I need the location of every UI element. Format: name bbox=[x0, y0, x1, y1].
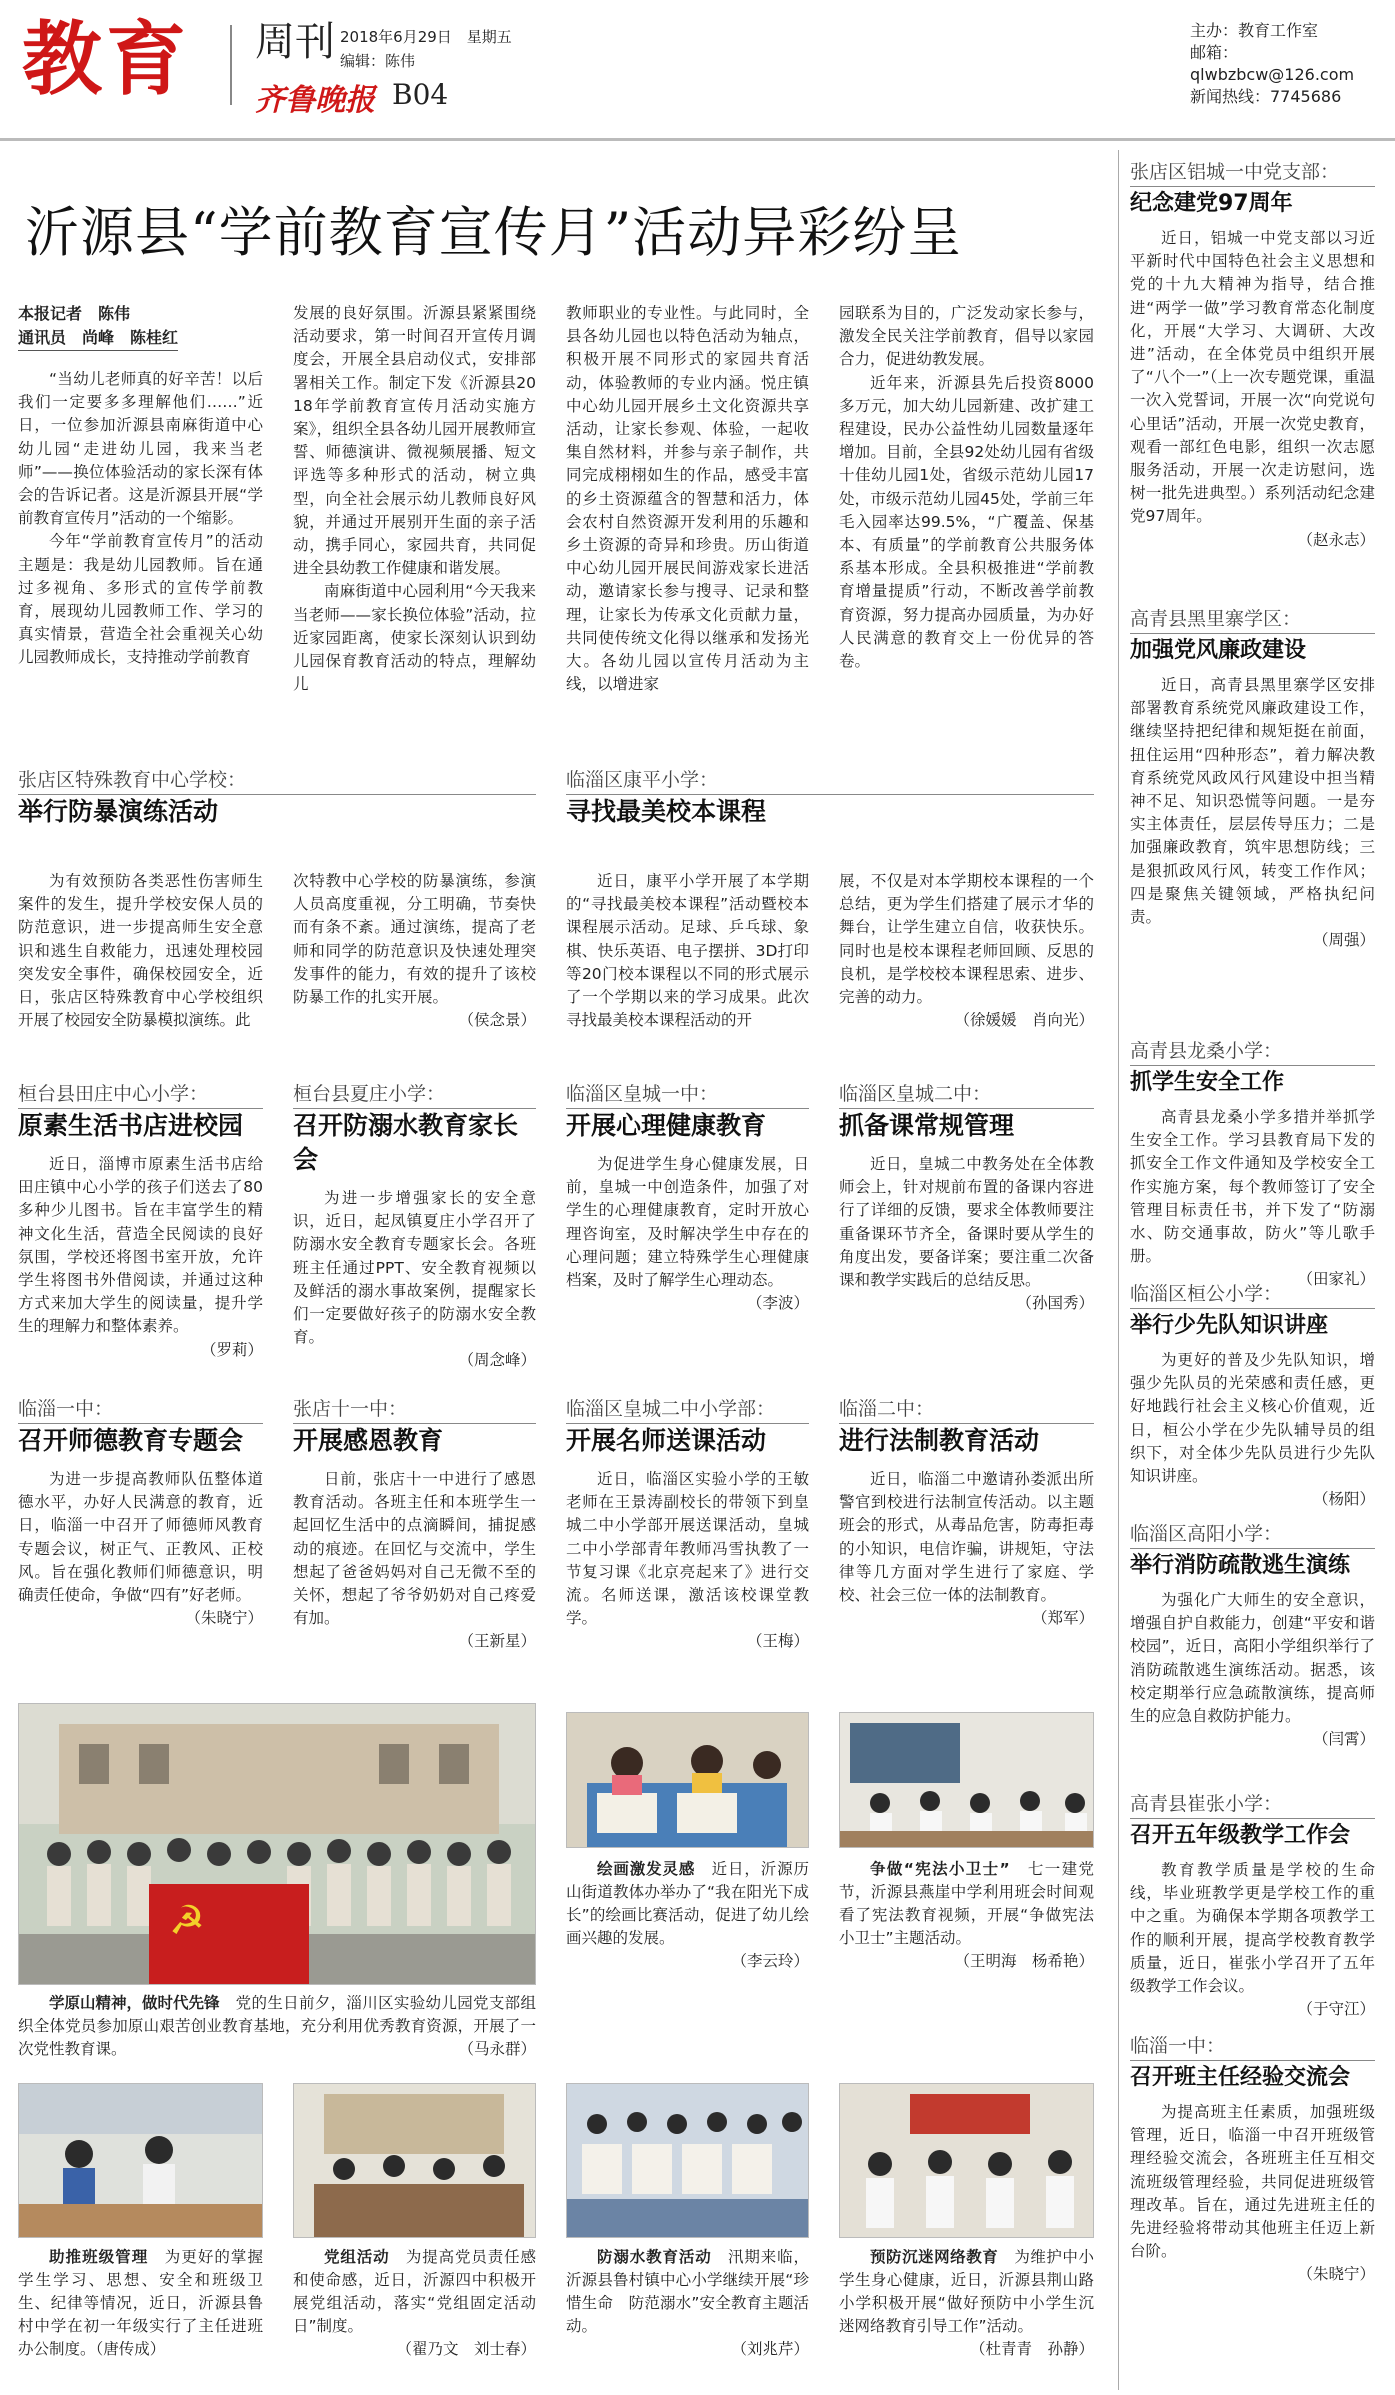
caption-party-group bbox=[293, 2246, 536, 2386]
photo-party-group-image bbox=[294, 2084, 536, 2238]
article-section: 临淄区皇城一中： bbox=[566, 1083, 719, 1105]
lead-paragraph: 园联系为目的，广泛发动家长参与，激发全民关注学前教育，倡导以家园合力，促进幼教发展。 bbox=[839, 304, 1094, 369]
masthead-weekly: 周刊 bbox=[255, 19, 335, 65]
sidebar-body bbox=[1130, 2101, 1375, 2381]
article-master-teacher bbox=[566, 1395, 809, 1683]
sidebar-title: 举行少先队知识讲座 bbox=[1130, 1313, 1329, 1338]
article-title: 抓备课常规管理 bbox=[839, 1111, 1015, 1140]
sidebar-title: 举行消防疏散逃生演练 bbox=[1130, 1553, 1351, 1578]
photo-internet-addiction bbox=[839, 2083, 1094, 2238]
photo-anti-drowning-image bbox=[567, 2084, 809, 2238]
photo-party-members bbox=[18, 1703, 536, 1985]
lead-paragraph: 今年“学前教育宣传月”的活动主题是：我是幼儿园教师。旨在通过多视角、多形式的宣传学前教育，展现幼儿园教师工作、学习的真实情景，营造全社会重视关心幼儿园教师成长，支持推动学前教育 bbox=[18, 532, 263, 667]
caption-title: 绘画激发灵感 bbox=[597, 1860, 696, 1878]
caption-anti-drowning bbox=[566, 2246, 809, 2386]
article-body bbox=[293, 1468, 536, 1683]
sidebar-title: 加强党风廉政建设 bbox=[1130, 638, 1307, 663]
article-byline: （王新星） bbox=[458, 1632, 536, 1651]
photo-party-group bbox=[293, 2083, 536, 2238]
article-anti-violence-col1 bbox=[18, 870, 263, 1054]
caption-title: 争做“宪法小卫士” bbox=[870, 1860, 1010, 1878]
photo-internet-addiction-image bbox=[840, 2084, 1094, 2238]
article-title: 进行法制教育活动 bbox=[839, 1426, 1040, 1455]
sidebar-text: 为强化广大师生的安全意识，增强自护自救能力，创建“平安和谐校园”，近日，高阳小学组织举行了消防疏散逃生演练活动。据悉，该校定期举行应急疏散演练，提高师生的应急自救防护能力。 bbox=[1130, 1591, 1375, 1726]
caption-title: 防溺水教育活动 bbox=[597, 2248, 712, 2266]
sidebar-title: 召开五年级教学工作会 bbox=[1130, 1823, 1351, 1848]
article-byline: （李波） bbox=[746, 1294, 809, 1313]
article-text: 为有效预防各类恶性伤害师生案件的发生，提升学校安保人员的防范意识，进一步提高师生安全意识和逃生自救能力，迅速处理校园突发安全事件，确保校园安全，近日，张店区特殊教育中心学校组织开展了校园安全防暴模拟演练。此 bbox=[18, 872, 263, 1030]
article-section: 临淄区康平小学： bbox=[566, 769, 719, 791]
article-byline: （周念峰） bbox=[458, 1351, 536, 1370]
sidebar-item-grade5-meeting bbox=[1130, 1790, 1375, 2049]
article-byline: （徐媛媛 肖向光） bbox=[954, 1011, 1094, 1030]
article-section: 张店十一中： bbox=[293, 1398, 408, 1420]
sidebar-section: 临淄区高阳小学： bbox=[1130, 1523, 1283, 1545]
sidebar-body bbox=[1130, 674, 1375, 1069]
masthead-title: 教育 bbox=[22, 13, 190, 106]
sidebar-text: 教育教学质量是学校的生命线，毕业班教学更是学校工作的重中之重。为确保本学期各项教学工作的顺利开展，提高学校教育教学质量，近日，崔张小学召开了五年级教学工作会议。 bbox=[1130, 1861, 1375, 1996]
article-body bbox=[566, 1153, 809, 1359]
sidebar-byline: （朱晓宁） bbox=[1297, 2265, 1375, 2284]
photo-class-management-image bbox=[19, 2084, 263, 2238]
article-gratitude bbox=[293, 1395, 536, 1683]
article-section: 桓台县夏庄小学： bbox=[293, 1083, 446, 1105]
byline-correspondent: 通讯员 尚峰 陈桂红 bbox=[18, 326, 178, 351]
caption-painting bbox=[566, 1858, 809, 1978]
masthead-contact bbox=[1190, 20, 1395, 108]
article-byline: （郑军） bbox=[1031, 1609, 1094, 1628]
article-title: 原素生活书店进校园 bbox=[18, 1111, 244, 1140]
article-anti-violence bbox=[18, 766, 536, 829]
photo-constitution-image bbox=[840, 1713, 1094, 1848]
masthead-rule bbox=[0, 138, 1395, 141]
lead-column-3 bbox=[566, 302, 809, 756]
article-school-curriculum-col2 bbox=[839, 870, 1094, 1054]
article-legal-education bbox=[839, 1395, 1094, 1683]
sidebar-text: 近日，铝城一中党支部以习近平新时代中国特色社会主义思想和党的十九大精神为指导，结合推进“两学一做”学习教育常态化制度化，开展“大学习、大调研、大改进”活动，在全体党员中组织开展了“八个一”（上一次专题党课，重温一次入党誓词，开展一次“向党说句心里话”活动，开展一次党史教育，观看一部红色电影，组织一次志愿服务活动，开展一次走访慰问，选树一批先进典型。）系列活动纪念建党97周年。 bbox=[1130, 229, 1375, 526]
issue-date: 2018年6月29日 星期五 bbox=[340, 28, 512, 46]
lead-paragraph: 教师职业的专业性。与此同时，全县各幼儿园也以特色活动为轴点，积极开展不同形式的家园共育活动，体验教师的专业内涵。悦庄镇中心幼儿园开展乡土文化资源共享活动，让家长参观、体验，一起收集自然材料，并参与亲子制作，共同完成栩栩如生的作品，感受丰富的乡土资源蕴含的智慧和活力，体会农村自然资源开发利用的乐趣和乡土资源的奇异和珍贵。历山街道中心幼儿园开展民间游戏家长进活动，邀请家长参与搜寻、记录和整理，让家长为传承文化贡献力量，共同使传统文化得以继承和发扬光大。各幼儿园以宣传月活动为主线，以增进家 bbox=[566, 304, 809, 694]
byline-reporter: 本报记者 陈伟 bbox=[18, 304, 131, 323]
caption-party-members bbox=[18, 1992, 536, 2062]
article-title: 开展心理健康教育 bbox=[566, 1111, 767, 1140]
sidebar-item-student-safety bbox=[1130, 1037, 1375, 1296]
main-headline: 沂源县“学前教育宣传月”活动异彩纷呈 bbox=[25, 201, 963, 264]
sidebar-section: 张店区铝城一中党支部： bbox=[1130, 161, 1340, 183]
sidebar-section: 高青县崔张小学： bbox=[1130, 1793, 1283, 1815]
sidebar-item-fire-drill bbox=[1130, 1520, 1375, 1804]
photo-party-members-image bbox=[19, 1704, 536, 1985]
article-section: 桓台县田庄中心小学： bbox=[18, 1083, 209, 1105]
caption-byline: （杜青青 孙静） bbox=[969, 2340, 1094, 2358]
photo-painting-image bbox=[567, 1713, 809, 1848]
sidebar-byline: （闫霄） bbox=[1312, 1730, 1375, 1749]
article-byline: （侯念景） bbox=[458, 1011, 536, 1030]
sidebar-byline: （田家礼） bbox=[1297, 1270, 1375, 1289]
host-line: 主办：教育工作室 bbox=[1190, 21, 1319, 40]
article-section: 临淄区皇城二中： bbox=[839, 1083, 992, 1105]
article-bookstore bbox=[18, 1080, 263, 1359]
article-text: 次特教中心学校的防暴演练，参演人员高度重视，分工明确，节奏快而有条不紊。通过演练，提高了老师和同学的防范意识及快速处理突发事件的能力，有效的提升了该校防暴工作的扎实开展。 bbox=[293, 872, 536, 1007]
sidebar-section: 临淄区桓公小学： bbox=[1130, 1283, 1283, 1305]
article-section: 临淄区皇城二中小学部： bbox=[566, 1398, 776, 1420]
caption-byline: （李云玲） bbox=[731, 1952, 809, 1970]
sidebar-item-head-teacher-forum bbox=[1130, 2032, 1375, 2381]
article-text: 日前，张店十一中进行了感恩教育活动。各班主任和本班学生一起回忆生活中的点滴瞬间，捕捉感动的痕迹。在回忆与交流中，学生想起了爸爸妈妈对自己无微不至的关怀，想起了爷爷奶奶对自己疼爱有加。 bbox=[293, 1470, 536, 1628]
caption-byline: （马永群） bbox=[458, 2040, 536, 2058]
article-text: 为进一步增强家长的安全意识，近日，起凤镇夏庄小学召开了防溺水安全教育专题家长会。各班班主任通过PPT、安全教育视频以及鲜活的溺水事故案例，提醒家长们一定要做好孩子的防溺水安全教育。 bbox=[293, 1189, 536, 1347]
sidebar-section: 临淄一中： bbox=[1130, 2035, 1226, 2057]
caption-title: 党组活动 bbox=[324, 2248, 390, 2266]
sidebar-body bbox=[1130, 1859, 1375, 2049]
article-text: 近日，淄博市原素生活书店给田庄镇中心小学的孩子们送去了80多种少儿图书。旨在丰富学生的精神文化生活，营造全民阅读的良好氛围，学校还将图书室开放，允许学生将图书外借阅读，并通过这种方式来加大学生的阅读量，提升学生的理解力和整体素养。 bbox=[18, 1155, 263, 1336]
article-section: 张店区特殊教育中心学校： bbox=[18, 769, 247, 791]
photo-painting bbox=[566, 1712, 809, 1848]
photo-class-management bbox=[18, 2083, 263, 2238]
hotline-line: 新闻热线：7745686 bbox=[1190, 87, 1342, 106]
article-title: 开展名师送课活动 bbox=[566, 1426, 767, 1455]
sidebar-section: 高青县龙桑小学： bbox=[1130, 1040, 1283, 1062]
article-text: 近日，临淄区实验小学的王敏老师在王景涛副校长的带领下到皇城二中小学部开展送课活动，皇城二中小学部青年教师冯雪执教了一节复习课《北京亮起来了》进行交流。名师送课，激活该校课堂教学。 bbox=[566, 1470, 809, 1628]
article-title: 开展感恩教育 bbox=[293, 1426, 444, 1455]
sidebar-text: 高青县龙桑小学多措并举抓学生安全工作。学习县教育局下发的抓安全工作文件通知及学校安全工作实施方案，每个教师签订了安全管理目标责任书，并下发了“防溺水、防交通事故，防火”等儿歌手册。 bbox=[1130, 1108, 1375, 1266]
caption-internet-addiction bbox=[839, 2246, 1094, 2386]
sidebar-body bbox=[1130, 1589, 1375, 1804]
lead-paragraph: 南麻街道中心园利用“今天我来当老师——家长换位体验”活动，拉近家园距离，使家长深刻认识到幼儿园保育教育活动的特点，理解幼儿 bbox=[293, 582, 536, 694]
lead-paragraph: 发展的良好氛围。沂源县紧紧围绕活动要求，第一时间召开宣传月调度会，开展全县启动仪式，安排部署相关工作。制定下发《沂源县2018年学前教育宣传月活动实施方案》，组织全县各幼儿园开展教师宣誓、师德演讲、微视频展播、短文评选等多种形式的活动，树立典型，向全社会展示幼儿教师良好风貌，并通过开展别开生面的亲子活动，携手同心，家园共育，共同促进全县幼教工作健康和谐发展。 bbox=[293, 304, 536, 578]
sidebar-text: 为更好的普及少先队知识，增强少先队员的光荣感和责任感，更好地践行社会主义核心价值观，近日，桓公小学在少先队辅导员的组织下，对全体少先队员进行少先队知识讲座。 bbox=[1130, 1351, 1375, 1486]
article-byline: （朱晓宁） bbox=[185, 1609, 263, 1628]
article-mental-health bbox=[566, 1080, 809, 1359]
lead-column-2 bbox=[293, 302, 536, 756]
article-body bbox=[18, 1153, 263, 1359]
article-body bbox=[18, 1468, 263, 1683]
lead-paragraph: 近年来，沂源县先后投资8000多万元，加大幼儿园新建、改扩建工程建设，民办公益性幼儿园数量逐年增加。目前，全县92处幼儿园有省级十佳幼儿园1处，省级示范幼儿园17处，市级示范幼儿园45处，学前三年毛入园率达99.5%，“广覆盖、保基本、有质量”的学前教育公共服务体系基本形成。全县积极推进“学前教育增量提质”行动，不断改善学前教育资源，努力提高办园质量，为办好人民满意的教育交上一份优异的答卷。 bbox=[839, 373, 1094, 671]
photo-constitution bbox=[839, 1712, 1094, 1848]
article-lesson-prep bbox=[839, 1080, 1094, 1359]
lead-column-1 bbox=[18, 368, 263, 756]
sidebar-body bbox=[1130, 1349, 1375, 1539]
article-text: 近日，临淄二中邀请孙娄派出所警官到校进行法制宣传活动。以主题班会的形式，从毒品危害，防毒拒毒的小知识，电信诈骗，讲规矩，守法律等几方面对学生进行了家庭、学校、社会三位一体的法制教育。 bbox=[839, 1470, 1094, 1605]
article-body bbox=[566, 1468, 809, 1683]
article-school-curriculum bbox=[566, 766, 1094, 829]
caption-byline: （王明海 杨希艳） bbox=[954, 1952, 1094, 1970]
caption-title: 助推班级管理 bbox=[49, 2248, 149, 2266]
caption-text: 为维护中小学生身心健康，近日，沂源县荆山路小学积极开展“做好预防中小学生沉迷网络教育引导工作”活动。 bbox=[839, 2248, 1094, 2335]
sidebar-title: 纪念建党97周年 bbox=[1130, 191, 1293, 216]
sidebar-title: 抓学生安全工作 bbox=[1130, 1070, 1285, 1095]
caption-text: 汛期来临，沂源县鲁村镇中心小学继续开展“珍惜生命 防范溺水”安全教育主题活动。 bbox=[566, 2248, 809, 2335]
caption-byline: （刘兆芹） bbox=[731, 2340, 809, 2358]
caption-text: 党的生日前夕，淄川区实验幼儿园党支部组织全体党员参加原山艰苦创业教育基地，充分利用优秀教育资源，开展了一次党性教育课。 bbox=[18, 1994, 536, 2058]
page-number: B04 bbox=[392, 78, 449, 111]
email-line: 邮箱：qlwbzbcw@126.com bbox=[1190, 43, 1355, 84]
svg-text:☭: ☭ bbox=[169, 1898, 205, 1944]
article-byline: （王梅） bbox=[746, 1632, 809, 1651]
article-body bbox=[293, 1187, 536, 1393]
sidebar-byline: （于守江） bbox=[1297, 2000, 1375, 2019]
newspaper-logo: 齐鲁晚报 bbox=[255, 83, 375, 118]
sidebar-body bbox=[1130, 227, 1375, 552]
lead-paragraph: “当幼儿老师真的好辛苦！以后我们一定要多多理解他们……”近日，一位参加沂源县南麻街道中心幼儿园“走进幼儿园，我来当老师”——换位体验活动的家长深有体会的告诉记者。这是沂源县开展“学前教育宣传月”活动的一个缩影。 bbox=[18, 370, 263, 528]
editor-credit: 编辑：陈伟 bbox=[340, 52, 416, 70]
article-school-curriculum-col1 bbox=[566, 870, 809, 1054]
sidebar-divider bbox=[1118, 150, 1119, 2390]
article-body bbox=[839, 1468, 1094, 1683]
article-body bbox=[839, 1153, 1094, 1359]
lead-column-4 bbox=[839, 302, 1094, 756]
article-text: 展，不仅是对本学期校本课程的一个总结，更为学生们搭建了展示才华的舞台，让学生建立自信，收获快乐。同时也是校本课程老师回顾、反思的良机，是学校校本课程思索、进步、完善的动力。 bbox=[839, 872, 1094, 1007]
caption-class-management bbox=[18, 2246, 263, 2386]
article-anti-drowning-meeting bbox=[293, 1080, 536, 1393]
article-anti-violence-col2 bbox=[293, 870, 536, 1054]
article-title: 举行防暴演练活动 bbox=[18, 797, 219, 826]
caption-byline: （翟乃文 刘士春） bbox=[396, 2340, 536, 2358]
masthead-divider bbox=[230, 25, 232, 105]
article-text: 为进一步提高教师队伍整体道德水平，办好人民满意的教育，近日，临淄一中召开了师德师风教育专题会议，树正气、正教风、正校风。旨在强化教师们师德意识，明确责任使命，争做“四有”好老师。 bbox=[18, 1470, 263, 1605]
caption-constitution bbox=[839, 1858, 1094, 1978]
sidebar-item-young-pioneers bbox=[1130, 1280, 1375, 1539]
caption-title: 学原山精神，做时代先锋 bbox=[49, 1994, 220, 2012]
sidebar-section: 高青县黑里寨学区： bbox=[1130, 608, 1302, 630]
sidebar-byline: （杨阳） bbox=[1312, 1490, 1375, 1509]
article-byline: （罗莉） bbox=[200, 1340, 263, 1359]
caption-text: 为提高党员责任感和使命感，近日，沂源四中积极开展党组活动，落实“党组固定活动日”制度。 bbox=[293, 2248, 536, 2335]
sidebar-title: 召开班主任经验交流会 bbox=[1130, 2065, 1351, 2090]
article-byline: （孙国秀） bbox=[1016, 1294, 1094, 1313]
caption-title: 预防沉迷网络教育 bbox=[870, 2248, 999, 2266]
sidebar-item-integrity bbox=[1130, 605, 1375, 1069]
caption-text: 七一建党节，沂源县燕崖中学利用班会时间观看了宪法教育视频，开展“争做宪法小卫士”主题活动。 bbox=[839, 1860, 1094, 1947]
sidebar-text: 为提高班主任素质，加强班级管理，近日，临淄一中召开班级管理经验交流会，各班班主任互相交流班级管理经验，共同促进班级管理改革。旨在，通过先进班主任的先进经验将带动其他班主任迈上新台阶。 bbox=[1130, 2103, 1375, 2261]
sidebar-byline: （周强） bbox=[1312, 931, 1375, 950]
photo-anti-drowning bbox=[566, 2083, 809, 2238]
article-title: 召开防溺水教育家长会 bbox=[293, 1111, 519, 1174]
caption-text: 近日，沂源历山街道教体办举办了“我在阳光下成长”的绘画比赛活动，促进了幼儿绘画兴趣的发展。 bbox=[566, 1860, 809, 1947]
sidebar-body bbox=[1130, 1106, 1375, 1296]
article-ethics-meeting bbox=[18, 1395, 263, 1683]
article-section: 临淄二中： bbox=[839, 1398, 935, 1420]
sidebar-text: 近日，高青县黑里寨学区安排部署教育系统党风廉政建设工作，继续坚持把纪律和规矩挺在前面，扭住运用“四种形态”，着力解决教育系统党风政风行风建设中担当精神不足、知识恐慌等问题。一是夯实主体责任，层层传导压力；二是加强廉政教育，筑牢思想防线；三是狠抓政风行风，转变工作作风；四是聚焦关键领域，严格执纪问责。 bbox=[1130, 676, 1375, 927]
article-title: 寻找最美校本课程 bbox=[566, 797, 767, 826]
lead-byline bbox=[18, 302, 263, 351]
sidebar-item-party-anniversary bbox=[1130, 158, 1375, 552]
article-title: 召开师德教育专题会 bbox=[18, 1426, 244, 1455]
article-section: 临淄一中： bbox=[18, 1398, 114, 1420]
article-text: 近日，康平小学开展了本学期的“寻找最美校本课程”活动暨校本课程展示活动。足球、乒乓球、象棋、快乐英语、电子摆拼、3D打印等20门校本课程以不同的形式展示了一个学期以来的学习成果。此次寻找最美校本课程活动的开 bbox=[566, 872, 809, 1030]
caption-text: 为更好的掌握学生学习、思想、安全和班级卫生、纪律等情况，近日，沂源县鲁村中学在初一年级实行了主任进班办公制度。 bbox=[18, 2248, 263, 2358]
article-text: 近日，皇城二中教务处在全体教师会上，针对规前布置的备课内容进行了详细的反馈，要求全体教师要注重备课环节齐全，备课时要从学生的角度出发，要备详案；要注重二次备课和教学实践后的总结反思。 bbox=[839, 1155, 1094, 1290]
article-text: 为促进学生身心健康发展，日前，皇城一中创造条件，加强了对学生的心理健康教育，定时开放心理咨询室，及时解决学生中存在的心理问题；建立特殊学生心理健康档案，及时了解学生心理动态。 bbox=[566, 1155, 809, 1290]
caption-byline: （唐传成） bbox=[95, 2340, 166, 2358]
sidebar-byline: （赵永志） bbox=[1297, 530, 1375, 549]
